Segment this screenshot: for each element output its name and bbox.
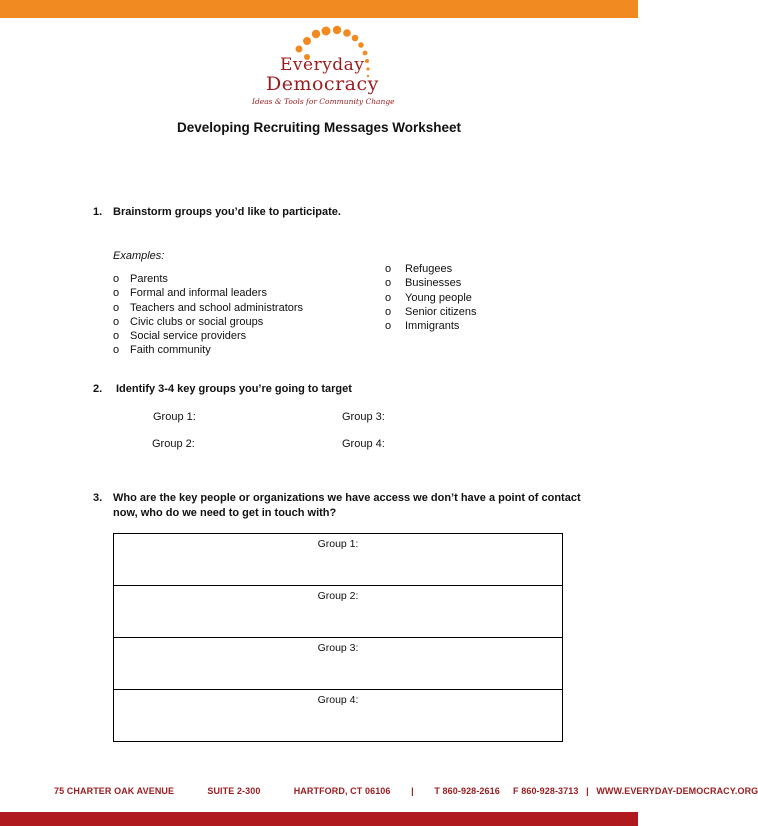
list-item: o Young people bbox=[385, 291, 472, 304]
footer-city: HARTFORD, CT 06106 bbox=[293, 786, 391, 796]
group-4-cell[interactable]: Group 4: bbox=[114, 690, 563, 742]
footer-address: 75 CHARTER OAK AVENUE bbox=[54, 786, 175, 796]
list-item: o Parents bbox=[113, 273, 168, 285]
question-1-text: Brainstorm groups you’d like to participate. bbox=[113, 206, 341, 218]
group-3-cell[interactable]: Group 3: bbox=[114, 638, 563, 690]
list-item: o Formal and informal leaders bbox=[113, 287, 267, 300]
group-2-label: Group 2: bbox=[152, 438, 195, 450]
list-item: o Teachers and school administrators bbox=[113, 301, 304, 314]
footer-suite: SUITE 2-300 bbox=[207, 786, 261, 796]
footer-divider: | bbox=[586, 786, 589, 796]
group-3-label: Group 3: bbox=[342, 411, 385, 423]
bottom-color-bar bbox=[0, 812, 638, 826]
footer-contact bbox=[54, 786, 758, 796]
question-3-text-line1: Who are the key people or organizations we have access we don’t have a point of contact bbox=[113, 492, 581, 504]
group-2-cell[interactable]: Group 2: bbox=[114, 586, 563, 638]
examples-list-left bbox=[113, 272, 303, 358]
list-item: o Social service providers bbox=[113, 330, 247, 343]
list-item: o Faith community bbox=[113, 344, 211, 357]
table-row bbox=[114, 586, 563, 638]
top-color-bar bbox=[0, 0, 638, 18]
logo-tagline: Ideas & Tools for Community Change bbox=[252, 97, 395, 106]
logo-word-everyday: Everyday bbox=[280, 55, 365, 75]
page-title: Developing Recruiting Messages Worksheet bbox=[176, 120, 462, 135]
logo-word-democracy: Democracy bbox=[266, 73, 379, 95]
list-item: o Refugees bbox=[385, 263, 453, 275]
footer-fax: F 860-928-3713 bbox=[513, 786, 579, 796]
contact-groups-table bbox=[113, 533, 563, 742]
everyday-democracy-logo bbox=[252, 24, 402, 108]
footer-divider: | bbox=[411, 786, 414, 796]
footer-website[interactable]: WWW.EVERYDAY-DEMOCRACY.ORG bbox=[596, 786, 758, 796]
question-2-text: Identify 3-4 key groups you’re going to target bbox=[116, 383, 352, 395]
question-1-number: 1. bbox=[93, 206, 103, 218]
group-4-label: Group 4: bbox=[342, 438, 385, 450]
list-item: o Senior citizens bbox=[385, 305, 477, 318]
list-item: o Businesses bbox=[385, 277, 462, 290]
table-row bbox=[114, 638, 563, 690]
table-row bbox=[114, 690, 563, 742]
table-row bbox=[114, 534, 563, 586]
group-1-label: Group 1: bbox=[153, 411, 196, 423]
examples-label: Examples: bbox=[113, 250, 165, 262]
list-item: o Civic clubs or social groups bbox=[113, 315, 264, 328]
question-3-text-line2: now, who do we need to get in touch with? bbox=[113, 507, 337, 519]
group-1-cell[interactable]: Group 1: bbox=[114, 534, 563, 586]
list-item: o Immigrants bbox=[385, 320, 460, 333]
question-3-number: 3. bbox=[93, 492, 103, 504]
examples-list-right bbox=[385, 262, 477, 333]
question-2-number: 2. bbox=[93, 383, 103, 395]
footer-phone: T 860-928-2616 bbox=[434, 786, 500, 796]
